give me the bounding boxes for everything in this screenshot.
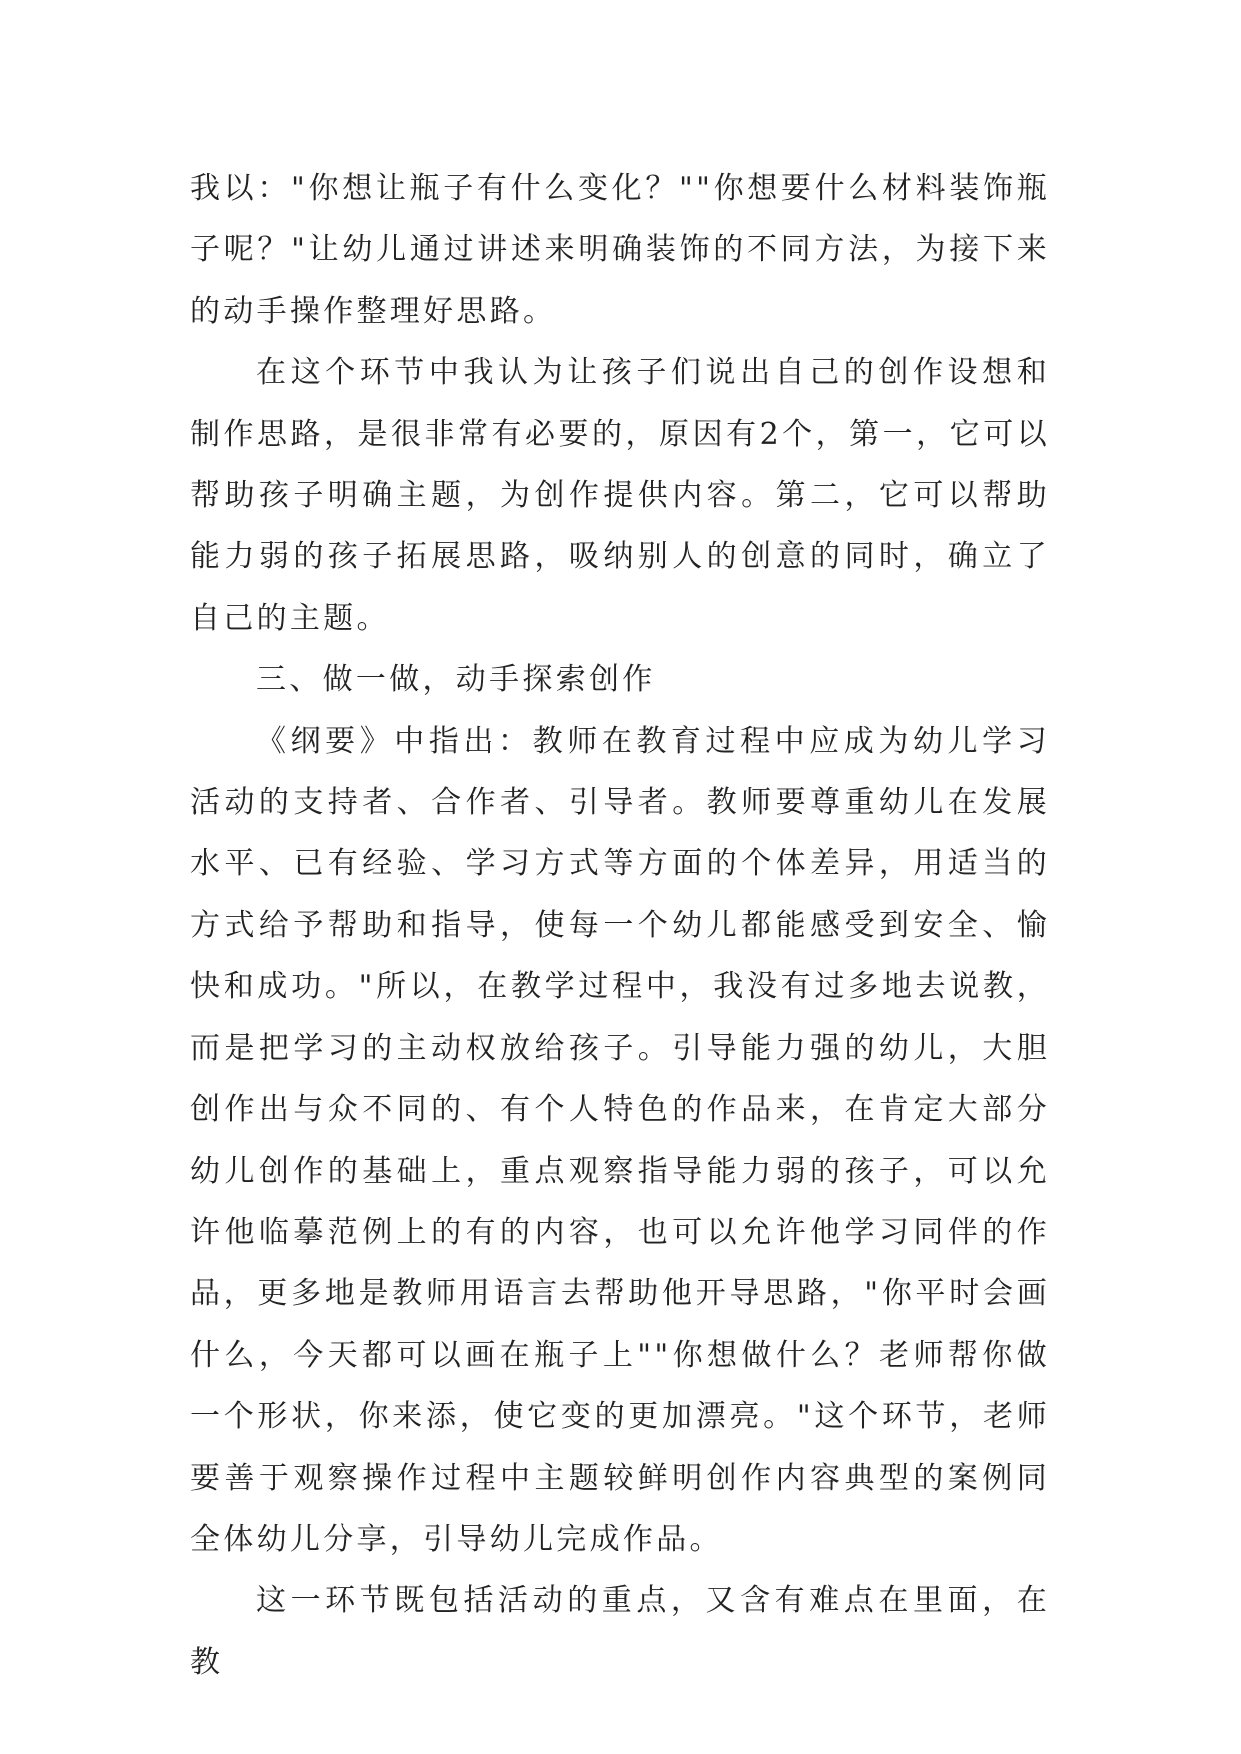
paragraph-guidelines-quote: 《纲要》中指出：教师在教育过程中应成为幼儿学习活动的支持者、合作者、引导者。教师要尊重幼儿在发展水平、已有经验、学习方式等方面的个体差异，用适当的方式给予帮助和指导，使每一个幼儿都能感受到安全、愉快和成功。"所以，在教学过程中，我没有过多地去说教，而是把学习的主动权放给孩子。引导能力强的幼儿，大胆创作出与众不同的、有个人特色的作品来，在肯定大部分幼儿创作的基础上，重点观察指导能力弱的孩子，可以允许他临摹范例上的有的内容，也可以允许他学习同伴的作品，更多地是教师用语言去帮助他开导思路，"你平时会画什么，今天都可以画在瓶子上""你想做什么？老师帮你做一个形状，你来添，使它变的更加漂亮。"这个环节，老师要善于观察操作过程中主题较鲜明创作内容典型的案例同全体幼儿分享，引导幼儿完成作品。 (190, 723, 1050, 1557)
paragraph-creation-ideas: 在这个环节中我认为让孩子们说出自己的创作设想和制作思路，是很非常有必要的，原因有2个，第一，它可以帮助孩子明确主题，为创作提供内容。第二，它可以帮助能力弱的孩子拓展思路，吸纳别人的创意的同时，确立了自己的主题。 (190, 355, 1050, 636)
paragraph-reflection-question: 我以："你想让瓶子有什么变化？""你想要什么材料装饰瓶子呢？"让幼儿通过讲述来明确装饰的不同方法，为接下来的动手操作整理好思路。 (190, 171, 1050, 329)
section-heading-hands-on: 三、做一做，动手探索创作 (256, 662, 656, 698)
paragraph-key-difficulty: 这一环节既包括活动的重点，又含有难点在里面，在教 (190, 1583, 1050, 1680)
document-body (190, 158, 1050, 1693)
